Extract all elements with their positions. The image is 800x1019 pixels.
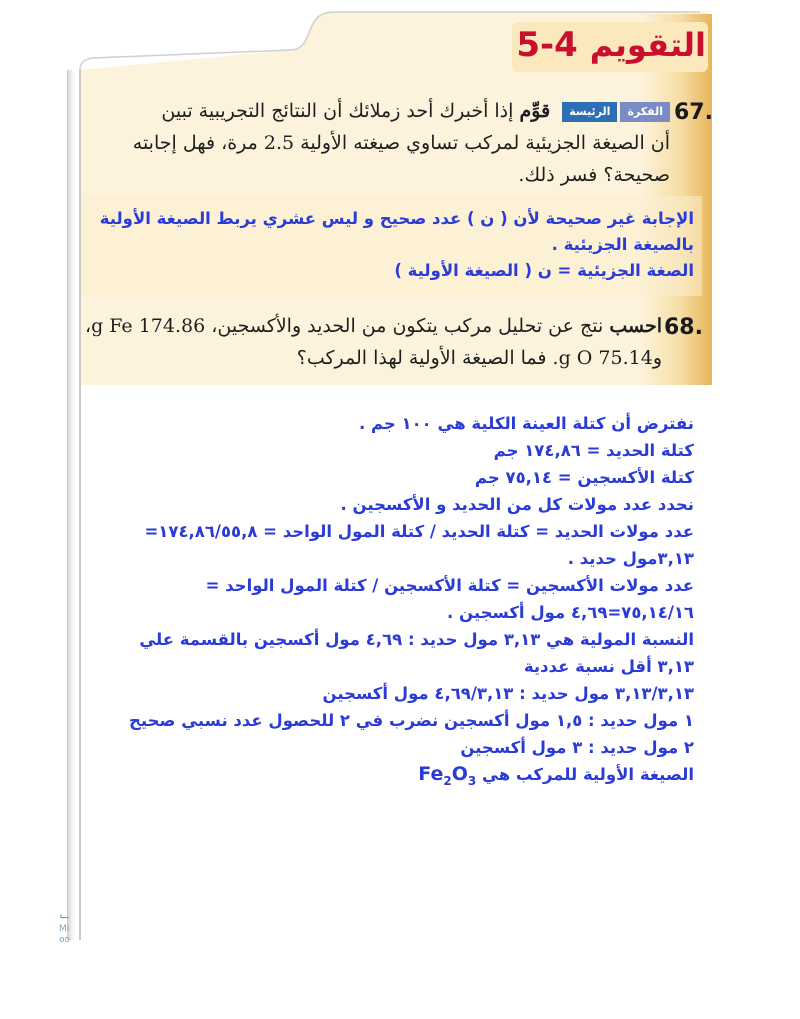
footer-mark-b: oo [59, 935, 71, 945]
answer-68-line: ٣,١٣ أقل نسبة عددية [523, 657, 694, 676]
answer-68-line: النسبة المولية هي ٣,١٣ مول حديد : ٤,٦٩ مول أكسجين بالقسمة علي [139, 630, 694, 649]
footer-glyph-icon: ⌙ [59, 909, 70, 924]
final-formula [418, 763, 477, 788]
answer-68-final-line [96, 761, 694, 795]
badge-main: الرئيسة [562, 102, 617, 122]
badge-group [562, 102, 670, 122]
answer-68-line: نحدد عدد مولات كل من الحديد و الأكسجين . [340, 495, 694, 514]
question-68 [84, 310, 662, 374]
footer-mark-a: Mi [59, 924, 70, 934]
section-header [470, 18, 706, 72]
question-67-line3: صحيحة؟ فسر ذلك. [518, 164, 670, 186]
question-68-line2: و75.14 g O. فما الصيغة الأولية لهذا المركب؟ [296, 347, 662, 369]
formula-fe: Fe [418, 763, 444, 785]
question-68-number: 68. [664, 315, 703, 340]
question-67-line2: أن الصيغة الجزيئية لمركب تساوي صيغته الأولية 2.5 مرة، فهل إجابته [132, 132, 670, 154]
final-formula-label: الصيغة الأولية للمركب هي [482, 765, 694, 784]
answer-68-line: ٢ مول حديد : ٣ مول أكسجين [460, 738, 694, 757]
answer-68-line: ٧٥,١٤/١٦=٤,٦٩ مول أكسجين . [447, 603, 694, 622]
formula-sub-2: 2 [443, 773, 452, 788]
page-footer-marks [59, 910, 81, 944]
question-67-lead: قوِّم [519, 100, 551, 122]
answer-68-line: ٣,١٣/٣,١٣ مول حديد : ٤,٦٩/٣,١٣ مول أكسجين [322, 684, 694, 703]
question-67-number: 67. [674, 100, 713, 125]
answer-67-line3: الصغة الجزيئية = ن ( الصيغة الأولية ) [394, 261, 694, 280]
answer-68-line: نفترض أن كتلة العينة الكلية هي ١٠٠ جم . [358, 414, 694, 433]
answer-68-line: ٣,١٣مول حديد . [567, 549, 694, 568]
answer-68-line: كتلة الحديد = ١٧٤,٨٦ جم [493, 441, 694, 460]
question-67 [100, 95, 670, 191]
section-title: التقويم [589, 26, 706, 64]
answer-68-line: عدد مولات الحديد = كتلة الحديد / كتلة المول الواحد = ١٧٤,٨٦/٥٥,٨= [144, 522, 694, 541]
badge-idea: الفكرة [620, 102, 670, 122]
question-68-lead: احسب [609, 315, 662, 337]
answer-67 [90, 206, 694, 284]
section-number: 5-4 [516, 25, 578, 65]
question-68-line1: نتج عن تحليل مركب يتكون من الحديد والأكسجين، 174.86 g Fe، [84, 315, 604, 337]
answer-68-line: ١ مول حديد : ١,٥ مول أكسجين نضرب في ٢ للحصول عدد نسبي صحيح [129, 711, 694, 730]
question-67-line1: إذا أخبرك أحد زملائك أن النتائج التجريبية تبين [161, 100, 514, 122]
formula-o: O [451, 763, 468, 785]
formula-sub-3: 3 [467, 773, 477, 788]
answer-68-line: عدد مولات الأكسجين = كتلة الأكسجين / كتلة المول الواحد = [205, 576, 694, 595]
answer-68 [96, 410, 694, 795]
answer-68-line: كتلة الأكسجين = ٧٥,١٤ جم [474, 468, 694, 487]
answer-67-line1: الإجابة غير صحيحة لأن ( ن ) عدد صحيح و ليس عشري يربط الصيغة الأولية [99, 209, 694, 228]
answer-67-line2: بالصيغة الجزيئية . [551, 235, 694, 254]
